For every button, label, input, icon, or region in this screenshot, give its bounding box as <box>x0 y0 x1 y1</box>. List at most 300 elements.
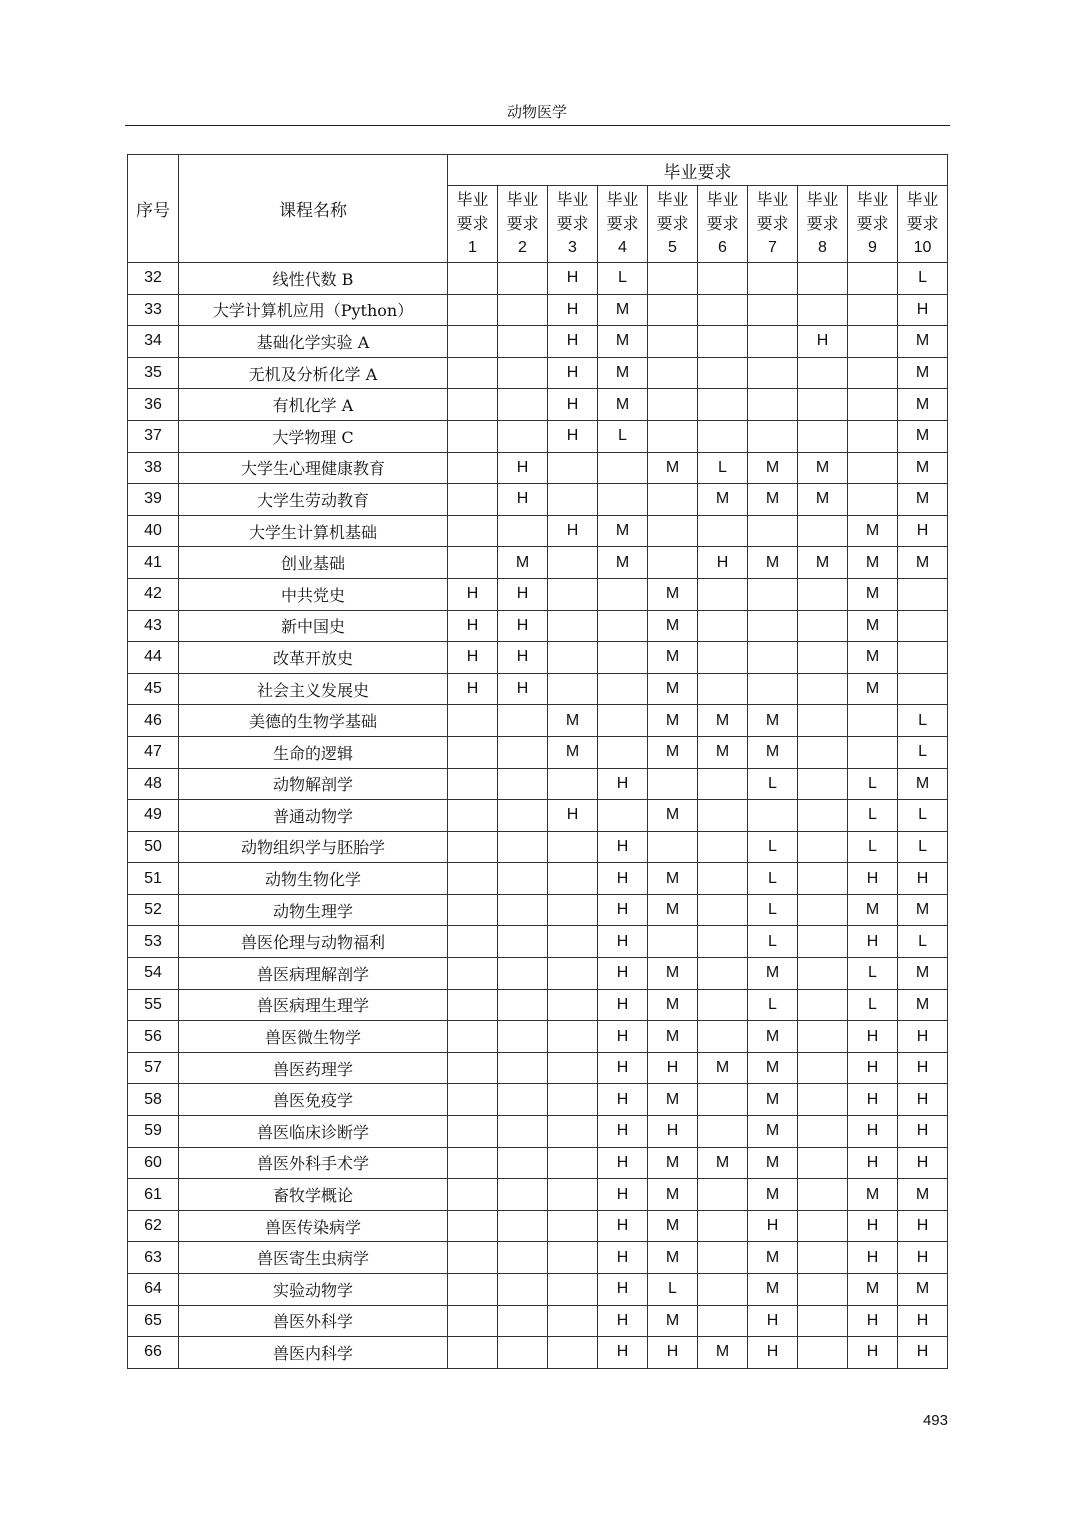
header-req-line-2: 要求 <box>706 214 739 233</box>
support-level-req-1 <box>448 958 498 990</box>
header-req-line-1: 毕业 <box>856 190 889 209</box>
support-level-req-8 <box>798 1147 848 1179</box>
row-number: 52 <box>128 894 179 926</box>
support-level-req-4: H <box>598 894 648 926</box>
support-level-req-10: H <box>898 1337 948 1369</box>
support-level-req-7 <box>748 326 798 358</box>
row-number: 65 <box>128 1305 179 1337</box>
support-level-req-7 <box>748 357 798 389</box>
support-level-req-4: M <box>598 294 648 326</box>
support-level-req-10: L <box>898 800 948 832</box>
header-req-line-2: 要求 <box>656 214 689 233</box>
support-level-req-4 <box>598 673 648 705</box>
support-level-req-6 <box>698 420 748 452</box>
support-level-req-3 <box>548 863 598 895</box>
support-level-req-6 <box>698 1116 748 1148</box>
support-level-req-1 <box>448 800 498 832</box>
course-name: 新中国史 <box>179 610 448 642</box>
table-row <box>128 1021 948 1053</box>
table-row <box>128 800 948 832</box>
support-level-req-8: M <box>798 547 848 579</box>
support-level-req-9: H <box>848 1242 898 1274</box>
support-level-req-3 <box>548 1305 598 1337</box>
support-level-req-6 <box>698 515 748 547</box>
support-level-req-2 <box>498 705 548 737</box>
support-level-req-3 <box>548 926 598 958</box>
support-level-req-8 <box>798 294 848 326</box>
support-level-req-9: M <box>848 673 898 705</box>
header-requirement-10 <box>898 186 948 263</box>
support-level-req-8 <box>798 610 848 642</box>
support-level-req-9 <box>848 357 898 389</box>
support-level-req-7 <box>748 610 798 642</box>
support-level-req-2 <box>498 420 548 452</box>
support-level-req-1 <box>448 1084 498 1116</box>
support-level-req-6 <box>698 800 748 832</box>
row-number: 47 <box>128 736 179 768</box>
course-name: 兽医伦理与动物福利 <box>179 926 448 958</box>
support-level-req-6: H <box>698 547 748 579</box>
support-level-req-5: M <box>648 1305 698 1337</box>
support-level-req-5 <box>648 357 698 389</box>
support-level-req-9: M <box>848 515 898 547</box>
support-level-req-4: M <box>598 357 648 389</box>
support-level-req-8 <box>798 958 848 990</box>
support-level-req-2 <box>498 926 548 958</box>
support-level-req-7: M <box>748 1052 798 1084</box>
table-row <box>128 452 948 484</box>
support-level-req-1: H <box>448 578 498 610</box>
course-name: 兽医传染病学 <box>179 1210 448 1242</box>
header-req-number: 8 <box>818 239 827 256</box>
support-level-req-6 <box>698 642 748 674</box>
support-level-req-7: M <box>748 958 798 990</box>
header-req-line-2: 要求 <box>506 214 539 233</box>
header-requirement-7 <box>748 186 798 263</box>
support-level-req-9 <box>848 484 898 516</box>
header-req-line-2: 要求 <box>856 214 889 233</box>
table-row <box>128 642 948 674</box>
support-level-req-5: M <box>648 894 698 926</box>
table-row <box>128 578 948 610</box>
support-level-req-6: M <box>698 705 748 737</box>
support-level-req-4 <box>598 578 648 610</box>
header-requirement-1 <box>448 186 498 263</box>
support-level-req-1 <box>448 263 498 295</box>
header-requirement-4 <box>598 186 648 263</box>
support-level-req-8 <box>798 578 848 610</box>
support-level-req-8 <box>798 1116 848 1148</box>
support-level-req-6 <box>698 673 748 705</box>
support-level-req-7: M <box>748 1084 798 1116</box>
support-level-req-5: M <box>648 642 698 674</box>
support-level-req-3: H <box>548 263 598 295</box>
header-rule <box>125 125 950 126</box>
table-row <box>128 1305 948 1337</box>
support-level-req-2 <box>498 1210 548 1242</box>
support-level-req-3 <box>548 1147 598 1179</box>
support-level-req-5 <box>648 263 698 295</box>
support-level-req-4: H <box>598 958 648 990</box>
support-level-req-1 <box>448 357 498 389</box>
header-requirement-5 <box>648 186 698 263</box>
support-level-req-5: M <box>648 1179 698 1211</box>
support-level-req-3 <box>548 1052 598 1084</box>
support-level-req-7 <box>748 642 798 674</box>
support-level-req-10: H <box>898 1052 948 1084</box>
course-name: 动物生理学 <box>179 894 448 926</box>
support-level-req-1 <box>448 705 498 737</box>
support-level-req-4: L <box>598 263 648 295</box>
support-level-req-7: L <box>748 894 798 926</box>
support-level-req-8 <box>798 736 848 768</box>
support-level-req-5: M <box>648 673 698 705</box>
support-level-req-3 <box>548 1179 598 1211</box>
support-level-req-10: L <box>898 831 948 863</box>
support-level-req-10: M <box>898 326 948 358</box>
support-level-req-4: H <box>598 768 648 800</box>
support-level-req-2 <box>498 1084 548 1116</box>
header-req-number: 6 <box>718 239 727 256</box>
support-level-req-7: L <box>748 831 798 863</box>
support-level-req-6: M <box>698 484 748 516</box>
support-level-req-7: H <box>748 1210 798 1242</box>
support-level-req-1 <box>448 863 498 895</box>
support-level-req-7 <box>748 294 798 326</box>
support-level-req-1 <box>448 831 498 863</box>
support-level-req-2 <box>498 1116 548 1148</box>
support-level-req-4 <box>598 736 648 768</box>
support-level-req-10: H <box>898 1116 948 1148</box>
support-level-req-10: H <box>898 1084 948 1116</box>
header-req-line-2: 要求 <box>906 214 939 233</box>
table-row <box>128 989 948 1021</box>
support-level-req-2 <box>498 1242 548 1274</box>
support-level-req-8: M <box>798 484 848 516</box>
header-req-line-1: 毕业 <box>806 190 839 209</box>
support-level-req-5 <box>648 326 698 358</box>
support-level-req-10: H <box>898 1305 948 1337</box>
table-row <box>128 1179 948 1211</box>
support-level-req-8: H <box>798 326 848 358</box>
support-level-req-6 <box>698 831 748 863</box>
support-level-req-4: M <box>598 547 648 579</box>
support-level-req-10: L <box>898 263 948 295</box>
support-level-req-7: M <box>748 736 798 768</box>
support-level-req-2: H <box>498 642 548 674</box>
support-level-req-5: M <box>648 1147 698 1179</box>
row-number: 37 <box>128 420 179 452</box>
support-level-req-9: H <box>848 1337 898 1369</box>
support-level-req-6 <box>698 1305 748 1337</box>
support-level-req-5 <box>648 768 698 800</box>
header-course-name: 课程名称 <box>179 155 448 263</box>
support-level-req-3 <box>548 1274 598 1306</box>
support-level-req-10 <box>898 610 948 642</box>
support-level-req-5 <box>648 926 698 958</box>
support-level-req-3: H <box>548 357 598 389</box>
support-level-req-2 <box>498 294 548 326</box>
support-level-req-9: M <box>848 1274 898 1306</box>
support-level-req-1 <box>448 326 498 358</box>
header-req-line-1: 毕业 <box>906 190 939 209</box>
support-level-req-3 <box>548 610 598 642</box>
header-requirement-6 <box>698 186 748 263</box>
support-level-req-6: M <box>698 736 748 768</box>
header-req-number: 2 <box>518 239 527 256</box>
course-name: 兽医微生物学 <box>179 1021 448 1053</box>
support-level-req-2 <box>498 1179 548 1211</box>
support-level-req-8 <box>798 1305 848 1337</box>
course-name: 大学生计算机基础 <box>179 515 448 547</box>
header-req-line-1: 毕业 <box>456 190 489 209</box>
support-level-req-3 <box>548 1021 598 1053</box>
header-graduation-requirements: 毕业要求 <box>448 155 948 186</box>
table-row <box>128 263 948 295</box>
support-level-req-1 <box>448 1242 498 1274</box>
support-level-req-8 <box>798 1021 848 1053</box>
running-head: 动物医学 <box>506 103 567 121</box>
support-level-req-3 <box>548 673 598 705</box>
row-number: 61 <box>128 1179 179 1211</box>
row-number: 40 <box>128 515 179 547</box>
course-name: 兽医寄生虫病学 <box>179 1242 448 1274</box>
support-level-req-10: M <box>898 894 948 926</box>
support-level-req-4: H <box>598 1210 648 1242</box>
table-row <box>128 610 948 642</box>
support-level-req-10 <box>898 642 948 674</box>
support-level-req-3 <box>548 1116 598 1148</box>
row-number: 32 <box>128 263 179 295</box>
support-level-req-6 <box>698 263 748 295</box>
support-level-req-6: M <box>698 1147 748 1179</box>
course-name: 兽医内科学 <box>179 1337 448 1369</box>
support-level-req-10: L <box>898 926 948 958</box>
table-row <box>128 863 948 895</box>
support-level-req-8 <box>798 894 848 926</box>
support-level-req-7: H <box>748 1337 798 1369</box>
support-level-req-1 <box>448 484 498 516</box>
support-level-req-2 <box>498 768 548 800</box>
support-level-req-2: H <box>498 452 548 484</box>
support-level-req-7: M <box>748 1116 798 1148</box>
support-level-req-10: L <box>898 736 948 768</box>
header-req-line-2: 要求 <box>556 214 589 233</box>
support-level-req-7 <box>748 673 798 705</box>
course-name: 生命的逻辑 <box>179 736 448 768</box>
header-req-line-2: 要求 <box>806 214 839 233</box>
row-number: 66 <box>128 1337 179 1369</box>
support-level-req-4: H <box>598 831 648 863</box>
course-name: 大学计算机应用（Python） <box>179 294 448 326</box>
support-level-req-1: H <box>448 673 498 705</box>
support-level-req-5: M <box>648 1242 698 1274</box>
support-level-req-2 <box>498 357 548 389</box>
row-number: 34 <box>128 326 179 358</box>
support-level-req-9 <box>848 326 898 358</box>
support-level-req-3 <box>548 547 598 579</box>
support-level-req-8 <box>798 1242 848 1274</box>
support-level-req-8 <box>798 642 848 674</box>
support-level-req-3 <box>548 768 598 800</box>
support-level-req-2 <box>498 1021 548 1053</box>
course-name: 大学物理 C <box>179 420 448 452</box>
support-level-req-5: M <box>648 1084 698 1116</box>
course-name: 基础化学实验 A <box>179 326 448 358</box>
support-level-req-10: H <box>898 863 948 895</box>
support-level-req-5: M <box>648 800 698 832</box>
table-row <box>128 1084 948 1116</box>
row-number: 43 <box>128 610 179 642</box>
header-req-line-1: 毕业 <box>706 190 739 209</box>
page-number: 493 <box>922 1412 948 1429</box>
support-level-req-7 <box>748 389 798 421</box>
support-level-req-3: H <box>548 420 598 452</box>
support-level-req-7: M <box>748 1147 798 1179</box>
support-level-req-10: H <box>898 1021 948 1053</box>
support-level-req-9: H <box>848 1305 898 1337</box>
support-level-req-3 <box>548 894 598 926</box>
support-level-req-9: M <box>848 642 898 674</box>
support-level-req-5 <box>648 484 698 516</box>
support-level-req-1 <box>448 547 498 579</box>
support-level-req-2 <box>498 326 548 358</box>
support-level-req-3: H <box>548 389 598 421</box>
support-level-req-9: L <box>848 958 898 990</box>
support-level-req-3: H <box>548 800 598 832</box>
table-row <box>128 1116 948 1148</box>
course-name: 有机化学 A <box>179 389 448 421</box>
support-level-req-2 <box>498 958 548 990</box>
table-row <box>128 768 948 800</box>
support-level-req-2: M <box>498 547 548 579</box>
support-level-req-5: L <box>648 1274 698 1306</box>
support-level-req-9: M <box>848 1179 898 1211</box>
header-req-number: 1 <box>468 239 477 256</box>
support-level-req-3: H <box>548 326 598 358</box>
header-req-line-1: 毕业 <box>556 190 589 209</box>
course-name: 大学生劳动教育 <box>179 484 448 516</box>
support-level-req-7 <box>748 800 798 832</box>
support-level-req-9 <box>848 420 898 452</box>
support-level-req-4: H <box>598 863 648 895</box>
header-req-line-2: 要求 <box>606 214 639 233</box>
course-name: 动物解剖学 <box>179 768 448 800</box>
row-number: 39 <box>128 484 179 516</box>
row-number: 46 <box>128 705 179 737</box>
support-level-req-10: H <box>898 1147 948 1179</box>
support-level-req-5 <box>648 294 698 326</box>
header-seq: 序号 <box>128 155 179 263</box>
support-level-req-9: M <box>848 547 898 579</box>
course-name: 兽医外科手术学 <box>179 1147 448 1179</box>
table-row <box>128 1337 948 1369</box>
support-level-req-7: M <box>748 452 798 484</box>
course-name: 中共党史 <box>179 578 448 610</box>
row-number: 62 <box>128 1210 179 1242</box>
support-level-req-8 <box>798 768 848 800</box>
support-level-req-8 <box>798 831 848 863</box>
support-level-req-7 <box>748 420 798 452</box>
support-level-req-1 <box>448 1337 498 1369</box>
support-level-req-9: L <box>848 800 898 832</box>
support-level-req-3 <box>548 1210 598 1242</box>
support-level-req-1 <box>448 1147 498 1179</box>
support-level-req-5: M <box>648 705 698 737</box>
support-level-req-9: M <box>848 610 898 642</box>
row-number: 48 <box>128 768 179 800</box>
support-level-req-10: H <box>898 1242 948 1274</box>
row-number: 49 <box>128 800 179 832</box>
support-level-req-6 <box>698 958 748 990</box>
support-level-req-8 <box>798 1084 848 1116</box>
course-name: 兽医免疫学 <box>179 1084 448 1116</box>
table-row <box>128 484 948 516</box>
support-level-req-10: M <box>898 958 948 990</box>
support-level-req-1 <box>448 294 498 326</box>
support-level-req-10: M <box>898 389 948 421</box>
support-level-req-6: M <box>698 1052 748 1084</box>
support-level-req-10: M <box>898 1179 948 1211</box>
support-level-req-1 <box>448 1179 498 1211</box>
support-level-req-5 <box>648 547 698 579</box>
row-number: 36 <box>128 389 179 421</box>
row-number: 60 <box>128 1147 179 1179</box>
support-level-req-2 <box>498 736 548 768</box>
row-number: 57 <box>128 1052 179 1084</box>
table-row <box>128 326 948 358</box>
header-req-line-2: 要求 <box>456 214 489 233</box>
header-requirement-9 <box>848 186 898 263</box>
support-level-req-9 <box>848 705 898 737</box>
row-number: 53 <box>128 926 179 958</box>
header-req-number: 10 <box>913 239 932 256</box>
support-level-req-9: L <box>848 768 898 800</box>
table-row <box>128 705 948 737</box>
support-level-req-4 <box>598 484 648 516</box>
support-level-req-10: M <box>898 989 948 1021</box>
support-level-req-8 <box>798 926 848 958</box>
table-row <box>128 357 948 389</box>
support-level-req-7: H <box>748 1305 798 1337</box>
header-req-number: 7 <box>768 239 777 256</box>
support-level-req-4 <box>598 610 648 642</box>
support-level-req-7: L <box>748 989 798 1021</box>
support-level-req-8 <box>798 420 848 452</box>
support-level-req-2 <box>498 1305 548 1337</box>
support-level-req-5: M <box>648 610 698 642</box>
support-level-req-1 <box>448 389 498 421</box>
course-name: 兽医病理生理学 <box>179 989 448 1021</box>
course-name: 无机及分析化学 A <box>179 357 448 389</box>
support-level-req-3 <box>548 989 598 1021</box>
support-level-req-9: H <box>848 1147 898 1179</box>
support-level-req-3 <box>548 1084 598 1116</box>
support-level-req-8 <box>798 1052 848 1084</box>
course-name: 动物组织学与胚胎学 <box>179 831 448 863</box>
support-level-req-2 <box>498 515 548 547</box>
support-level-req-3: M <box>548 736 598 768</box>
support-level-req-6: M <box>698 1337 748 1369</box>
support-level-req-6 <box>698 1274 748 1306</box>
support-level-req-9: H <box>848 863 898 895</box>
support-level-req-3 <box>548 578 598 610</box>
support-level-req-1 <box>448 989 498 1021</box>
table-row <box>128 420 948 452</box>
support-level-req-9 <box>848 263 898 295</box>
row-number: 38 <box>128 452 179 484</box>
table-row <box>128 389 948 421</box>
